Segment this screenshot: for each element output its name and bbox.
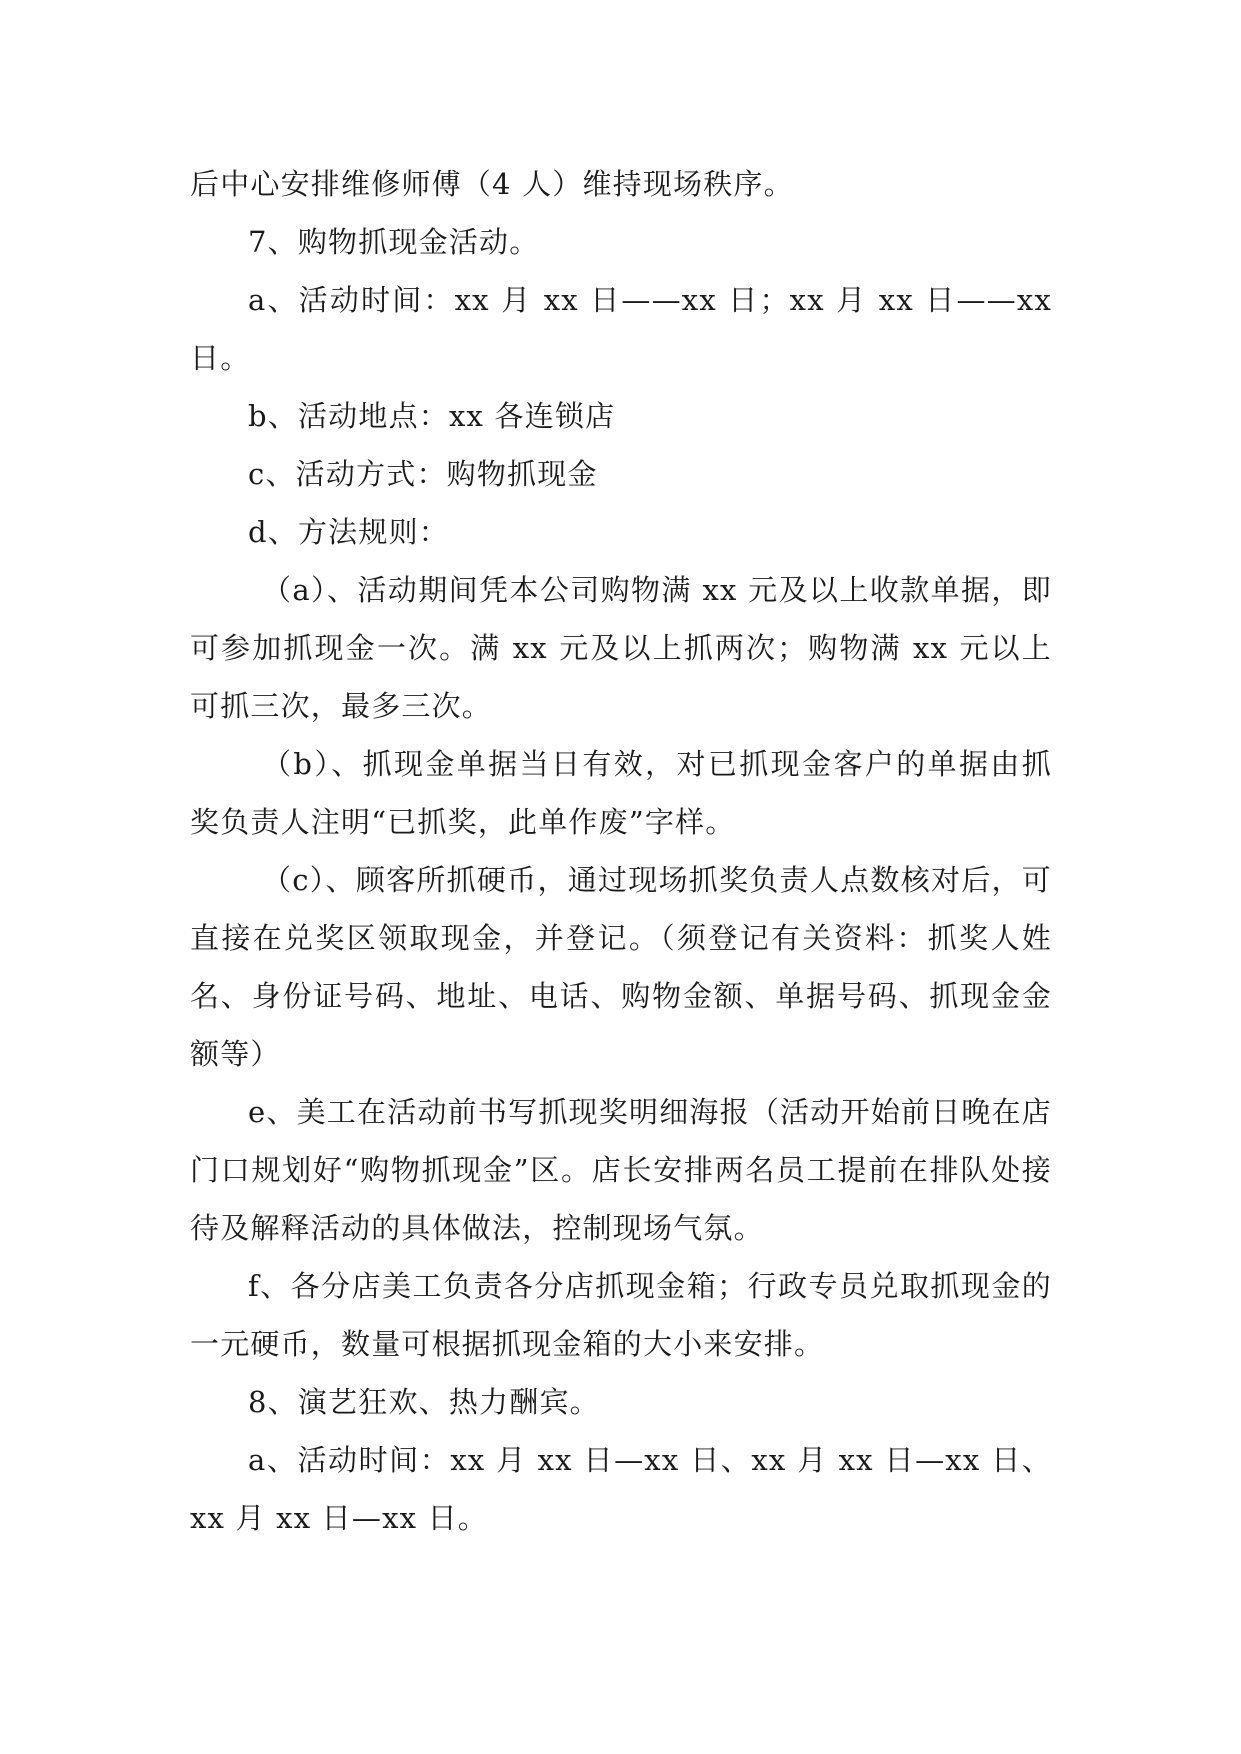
paragraph-rules-heading: d、方法规则： [248, 515, 449, 549]
paragraph-rule-a: （a）、活动期间凭本公司购物满 xx 元及以上收款单据，即可参加抓现金一次。满 xx 元及以上抓两次；购物满 xx 元以上可抓三次，最多三次。 [190, 573, 1052, 723]
paragraph-rule-b: （b）、抓现金单据当日有效，对已抓现金客户的单据由抓奖负责人注明“已抓奖，此单作废”字样。 [190, 747, 1052, 839]
paragraph-activity-time: a、活动时间：xx 月 xx 日——xx 日；xx 月 xx 日——xx 日。 [190, 283, 1052, 375]
document-page [190, 155, 1052, 1547]
heading-performance-carnival: 8、演艺狂欢、热力酬宾。 [248, 1385, 600, 1419]
heading-shopping-cash-activity: 7、购物抓现金活动。 [248, 225, 540, 259]
paragraph-cash-box: f、各分店美工负责各分店抓现金箱；行政专员兑取抓现金的一元硬币，数量可根据抓现金箱的大小来安排。 [190, 1269, 1052, 1361]
paragraph-poster: e、美工在活动前书写抓现奖明细海报（活动开始前日晚在店门口规划好“购物抓现金”区。店长安排两名员工提前在排队处接待及解释活动的具体做法，控制现场气氛。 [190, 1095, 1052, 1245]
paragraph-activity-method: c、活动方式：购物抓现金 [248, 457, 598, 491]
paragraph-rule-c: （c）、顾客所抓硬币，通过现场抓奖负责人点数核对后，可直接在兑奖区领取现金，并登记。（须登记有关资料：抓奖人姓名、身份证号码、地址、电话、购物金额、单据号码、抓现金金额等） [190, 863, 1052, 1071]
paragraph-continuation: 后中心安排维修师傅（4 人）维持现场秩序。 [190, 167, 794, 201]
paragraph-activity-location: b、活动地点：xx 各连锁店 [248, 399, 616, 433]
paragraph-performance-time: a、活动时间：xx 月 xx 日—xx 日、xx 月 xx 日—xx 日、xx 月 xx 日—xx 日。 [190, 1443, 1052, 1535]
